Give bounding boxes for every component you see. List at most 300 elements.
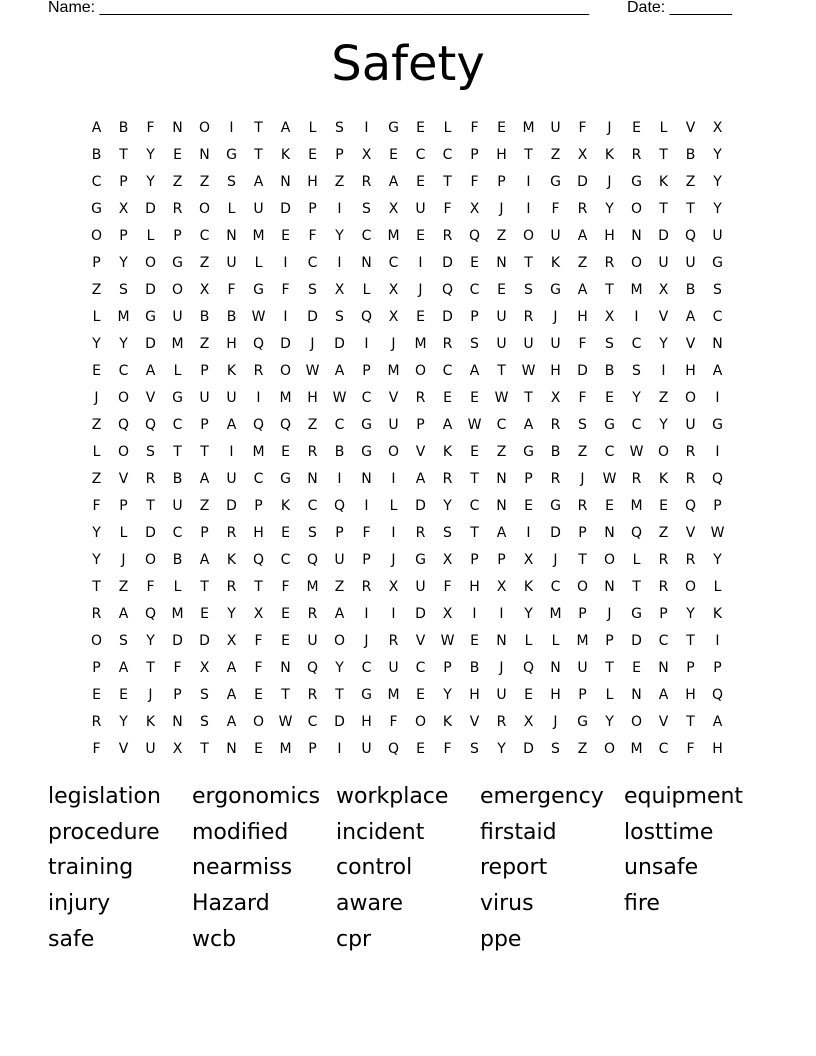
grid-letter[interactable]: A: [226, 713, 237, 730]
grid-letter[interactable]: C: [307, 254, 318, 271]
grid-letter[interactable]: R: [550, 416, 561, 433]
grid-letter[interactable]: I: [715, 389, 720, 406]
grid-letter[interactable]: R: [226, 578, 237, 595]
grid-letter[interactable]: R: [685, 443, 696, 460]
grid-letter[interactable]: Z: [496, 227, 507, 244]
grid-letter[interactable]: A: [118, 605, 129, 622]
grid-letter[interactable]: V: [415, 443, 426, 460]
grid-letter[interactable]: L: [173, 578, 182, 595]
grid-letter[interactable]: F: [254, 659, 263, 676]
grid-letter[interactable]: W: [467, 416, 482, 433]
grid-letter[interactable]: P: [119, 497, 128, 514]
grid-letter[interactable]: D: [307, 308, 318, 325]
grid-letter[interactable]: D: [172, 632, 183, 649]
grid-letter[interactable]: C: [415, 146, 426, 163]
grid-letter[interactable]: G: [253, 281, 264, 298]
grid-letter[interactable]: R: [145, 470, 156, 487]
grid-letter[interactable]: W: [332, 389, 347, 406]
grid-letter[interactable]: P: [524, 470, 533, 487]
grid-letter[interactable]: R: [604, 254, 615, 271]
grid-letter[interactable]: M: [630, 497, 643, 514]
grid-letter[interactable]: P: [713, 497, 722, 514]
grid-letter[interactable]: N: [172, 713, 183, 730]
grid-letter[interactable]: X: [658, 281, 669, 298]
grid-letter[interactable]: V: [118, 740, 129, 757]
grid-letter[interactable]: E: [470, 632, 479, 649]
grid-letter[interactable]: U: [226, 389, 237, 406]
grid-letter[interactable]: R: [307, 443, 318, 460]
grid-letter[interactable]: Q: [252, 335, 265, 352]
grid-letter[interactable]: D: [145, 524, 156, 541]
grid-letter[interactable]: U: [658, 254, 669, 271]
grid-letter[interactable]: I: [364, 335, 369, 352]
grid-letter[interactable]: R: [388, 632, 399, 649]
grid-letter[interactable]: O: [684, 389, 697, 406]
grid-letter[interactable]: T: [173, 443, 182, 460]
grid-letter[interactable]: Z: [307, 416, 318, 433]
grid-letter[interactable]: Y: [443, 686, 452, 703]
grid-letter[interactable]: I: [364, 119, 369, 136]
grid-letter[interactable]: C: [415, 659, 426, 676]
grid-letter[interactable]: K: [280, 146, 291, 163]
grid-letter[interactable]: G: [631, 605, 642, 622]
grid-letter[interactable]: P: [92, 254, 101, 271]
grid-letter[interactable]: H: [469, 686, 480, 703]
grid-letter[interactable]: X: [388, 578, 399, 595]
grid-letter[interactable]: R: [415, 524, 426, 541]
grid-letter[interactable]: N: [226, 227, 237, 244]
grid-letter[interactable]: M: [171, 605, 184, 622]
grid-letter[interactable]: E: [416, 308, 425, 325]
grid-letter[interactable]: M: [387, 227, 400, 244]
grid-letter[interactable]: V: [145, 389, 156, 406]
grid-letter[interactable]: Y: [605, 200, 614, 217]
grid-letter[interactable]: J: [310, 335, 315, 352]
grid-letter[interactable]: L: [632, 551, 641, 568]
grid-letter[interactable]: E: [254, 686, 263, 703]
grid-letter[interactable]: R: [442, 227, 453, 244]
grid-letter[interactable]: Q: [711, 686, 724, 703]
grid-letter[interactable]: C: [469, 281, 480, 298]
grid-letter[interactable]: E: [524, 497, 533, 514]
grid-letter[interactable]: M: [387, 362, 400, 379]
grid-letter[interactable]: R: [685, 470, 696, 487]
grid-letter[interactable]: U: [172, 308, 183, 325]
grid-letter[interactable]: Z: [577, 443, 588, 460]
grid-letter[interactable]: L: [605, 686, 614, 703]
grid-letter[interactable]: J: [580, 470, 585, 487]
grid-letter[interactable]: K: [280, 497, 291, 514]
grid-letter[interactable]: R: [442, 335, 453, 352]
grid-letter[interactable]: T: [686, 200, 695, 217]
grid-letter[interactable]: Z: [199, 335, 210, 352]
grid-letter[interactable]: N: [631, 227, 642, 244]
grid-letter[interactable]: R: [577, 200, 588, 217]
grid-letter[interactable]: B: [685, 146, 696, 163]
grid-letter[interactable]: S: [524, 281, 533, 298]
grid-letter[interactable]: A: [577, 281, 588, 298]
grid-letter[interactable]: U: [577, 659, 588, 676]
grid-letter[interactable]: A: [334, 605, 345, 622]
grid-letter[interactable]: I: [364, 605, 369, 622]
grid-letter[interactable]: C: [631, 416, 642, 433]
grid-letter[interactable]: S: [632, 362, 641, 379]
grid-letter[interactable]: Y: [497, 740, 506, 757]
grid-letter[interactable]: A: [469, 362, 480, 379]
grid-letter[interactable]: F: [443, 740, 452, 757]
grid-letter[interactable]: U: [226, 470, 237, 487]
grid-letter[interactable]: O: [90, 632, 103, 649]
grid-letter[interactable]: T: [686, 713, 695, 730]
grid-letter[interactable]: X: [226, 632, 237, 649]
grid-letter[interactable]: B: [334, 443, 345, 460]
grid-letter[interactable]: U: [172, 497, 183, 514]
grid-letter[interactable]: R: [442, 470, 453, 487]
grid-letter[interactable]: L: [119, 524, 128, 541]
grid-letter[interactable]: X: [199, 281, 210, 298]
grid-letter[interactable]: A: [118, 659, 129, 676]
grid-letter[interactable]: P: [92, 659, 101, 676]
grid-letter[interactable]: S: [605, 335, 614, 352]
grid-letter[interactable]: B: [118, 119, 129, 136]
grid-letter[interactable]: D: [577, 362, 588, 379]
grid-letter[interactable]: H: [307, 173, 318, 190]
grid-letter[interactable]: R: [307, 686, 318, 703]
grid-letter[interactable]: E: [632, 659, 641, 676]
grid-letter[interactable]: R: [307, 605, 318, 622]
grid-letter[interactable]: I: [526, 200, 531, 217]
grid-letter[interactable]: A: [577, 227, 588, 244]
grid-letter[interactable]: Q: [360, 308, 373, 325]
grid-letter[interactable]: G: [550, 281, 561, 298]
grid-letter[interactable]: G: [361, 416, 372, 433]
grid-letter[interactable]: C: [388, 254, 399, 271]
grid-letter[interactable]: S: [578, 416, 587, 433]
grid-letter[interactable]: D: [226, 497, 237, 514]
grid-letter[interactable]: K: [604, 146, 615, 163]
grid-letter[interactable]: N: [496, 632, 507, 649]
grid-letter[interactable]: K: [658, 173, 669, 190]
grid-letter[interactable]: P: [200, 524, 209, 541]
grid-letter[interactable]: X: [172, 740, 183, 757]
grid-letter[interactable]: O: [684, 578, 697, 595]
grid-letter[interactable]: W: [494, 389, 509, 406]
grid-letter[interactable]: V: [658, 308, 669, 325]
grid-letter[interactable]: P: [119, 227, 128, 244]
grid-letter[interactable]: Z: [334, 173, 345, 190]
grid-letter[interactable]: M: [630, 281, 643, 298]
grid-letter[interactable]: N: [172, 119, 183, 136]
grid-letter[interactable]: T: [524, 146, 533, 163]
grid-letter[interactable]: G: [388, 119, 399, 136]
grid-letter[interactable]: C: [469, 497, 480, 514]
grid-letter[interactable]: J: [553, 551, 558, 568]
grid-letter[interactable]: P: [659, 605, 668, 622]
grid-letter[interactable]: I: [391, 470, 396, 487]
grid-letter[interactable]: P: [308, 740, 317, 757]
grid-letter[interactable]: Q: [306, 659, 319, 676]
grid-letter[interactable]: S: [200, 713, 209, 730]
grid-letter[interactable]: E: [416, 740, 425, 757]
grid-letter[interactable]: N: [604, 524, 615, 541]
grid-letter[interactable]: U: [226, 254, 237, 271]
grid-letter[interactable]: C: [334, 416, 345, 433]
grid-letter[interactable]: J: [553, 713, 558, 730]
grid-letter[interactable]: M: [279, 740, 292, 757]
grid-letter[interactable]: E: [524, 686, 533, 703]
grid-letter[interactable]: K: [226, 551, 237, 568]
grid-letter[interactable]: N: [280, 659, 291, 676]
grid-letter[interactable]: D: [415, 605, 426, 622]
grid-letter[interactable]: F: [308, 227, 317, 244]
grid-letter[interactable]: S: [146, 443, 155, 460]
grid-letter[interactable]: M: [414, 335, 427, 352]
grid-letter[interactable]: X: [334, 281, 345, 298]
grid-letter[interactable]: C: [307, 713, 318, 730]
grid-letter[interactable]: P: [578, 605, 587, 622]
grid-letter[interactable]: Z: [685, 173, 696, 190]
grid-letter[interactable]: A: [415, 470, 426, 487]
grid-letter[interactable]: F: [470, 119, 479, 136]
grid-letter[interactable]: N: [361, 254, 372, 271]
grid-letter[interactable]: C: [253, 470, 264, 487]
grid-letter[interactable]: Y: [119, 254, 128, 271]
grid-letter[interactable]: P: [119, 173, 128, 190]
grid-letter[interactable]: X: [523, 713, 534, 730]
grid-letter[interactable]: Q: [279, 416, 292, 433]
grid-letter[interactable]: J: [94, 389, 99, 406]
grid-letter[interactable]: U: [496, 335, 507, 352]
grid-letter[interactable]: P: [335, 524, 344, 541]
grid-letter[interactable]: F: [578, 389, 587, 406]
grid-letter[interactable]: K: [550, 254, 561, 271]
grid-letter[interactable]: T: [281, 686, 290, 703]
grid-letter[interactable]: Z: [172, 173, 183, 190]
grid-letter[interactable]: T: [335, 686, 344, 703]
grid-letter[interactable]: L: [551, 632, 560, 649]
grid-letter[interactable]: F: [92, 497, 101, 514]
grid-letter[interactable]: B: [172, 551, 183, 568]
grid-letter[interactable]: X: [118, 200, 129, 217]
grid-letter[interactable]: G: [415, 551, 426, 568]
grid-letter[interactable]: P: [497, 551, 506, 568]
grid-letter[interactable]: O: [198, 200, 211, 217]
grid-letter[interactable]: A: [658, 686, 669, 703]
grid-letter[interactable]: N: [361, 470, 372, 487]
grid-letter[interactable]: O: [630, 200, 643, 217]
grid-letter[interactable]: U: [415, 578, 426, 595]
grid-letter[interactable]: Z: [550, 146, 561, 163]
grid-letter[interactable]: P: [362, 551, 371, 568]
grid-letter[interactable]: P: [497, 173, 506, 190]
grid-letter[interactable]: M: [252, 443, 265, 460]
grid-letter[interactable]: F: [254, 632, 263, 649]
grid-letter[interactable]: P: [443, 659, 452, 676]
grid-letter[interactable]: V: [118, 470, 129, 487]
grid-letter[interactable]: P: [578, 524, 587, 541]
grid-letter[interactable]: E: [389, 146, 398, 163]
grid-letter[interactable]: D: [280, 335, 291, 352]
grid-letter[interactable]: S: [308, 524, 317, 541]
grid-letter[interactable]: E: [605, 389, 614, 406]
grid-letter[interactable]: X: [361, 146, 372, 163]
grid-letter[interactable]: I: [499, 605, 504, 622]
grid-letter[interactable]: O: [144, 254, 157, 271]
grid-letter[interactable]: Y: [713, 146, 722, 163]
grid-letter[interactable]: M: [171, 335, 184, 352]
grid-letter[interactable]: V: [415, 632, 426, 649]
grid-letter[interactable]: H: [712, 740, 723, 757]
grid-letter[interactable]: E: [416, 173, 425, 190]
grid-letter[interactable]: C: [172, 416, 183, 433]
grid-letter[interactable]: I: [715, 443, 720, 460]
grid-letter[interactable]: M: [117, 308, 130, 325]
grid-letter[interactable]: H: [577, 308, 588, 325]
grid-letter[interactable]: O: [333, 632, 346, 649]
grid-letter[interactable]: Z: [334, 578, 345, 595]
grid-letter[interactable]: E: [470, 254, 479, 271]
grid-letter[interactable]: P: [416, 416, 425, 433]
grid-letter[interactable]: E: [470, 389, 479, 406]
grid-letter[interactable]: P: [470, 551, 479, 568]
grid-letter[interactable]: Y: [227, 605, 236, 622]
grid-letter[interactable]: Y: [119, 713, 128, 730]
grid-letter[interactable]: Z: [118, 578, 129, 595]
grid-letter[interactable]: R: [631, 470, 642, 487]
grid-letter[interactable]: X: [550, 389, 561, 406]
grid-letter[interactable]: H: [226, 335, 237, 352]
grid-letter[interactable]: B: [550, 443, 561, 460]
grid-letter[interactable]: Q: [630, 524, 643, 541]
grid-letter[interactable]: W: [710, 524, 725, 541]
grid-letter[interactable]: Z: [658, 524, 669, 541]
grid-letter[interactable]: Z: [199, 254, 210, 271]
grid-letter[interactable]: L: [443, 119, 452, 136]
grid-letter[interactable]: L: [713, 578, 722, 595]
grid-letter[interactable]: N: [496, 497, 507, 514]
grid-letter[interactable]: U: [388, 416, 399, 433]
grid-letter[interactable]: J: [499, 659, 504, 676]
grid-letter[interactable]: C: [631, 335, 642, 352]
grid-letter[interactable]: L: [254, 254, 263, 271]
grid-letter[interactable]: F: [281, 578, 290, 595]
grid-letter[interactable]: W: [629, 443, 644, 460]
grid-letter[interactable]: E: [416, 119, 425, 136]
grid-letter[interactable]: X: [199, 659, 210, 676]
grid-letter[interactable]: D: [631, 632, 642, 649]
grid-letter[interactable]: Y: [146, 173, 155, 190]
grid-letter[interactable]: C: [658, 632, 669, 649]
grid-letter[interactable]: P: [200, 416, 209, 433]
grid-letter[interactable]: Y: [713, 551, 722, 568]
grid-letter[interactable]: Y: [524, 605, 533, 622]
grid-letter[interactable]: A: [280, 119, 291, 136]
grid-letter[interactable]: D: [415, 497, 426, 514]
grid-letter[interactable]: D: [145, 335, 156, 352]
grid-letter[interactable]: C: [442, 146, 453, 163]
grid-letter[interactable]: P: [578, 686, 587, 703]
grid-letter[interactable]: T: [200, 578, 209, 595]
grid-letter[interactable]: M: [279, 389, 292, 406]
grid-letter[interactable]: T: [686, 632, 695, 649]
grid-letter[interactable]: U: [253, 200, 264, 217]
grid-letter[interactable]: L: [659, 119, 668, 136]
grid-letter[interactable]: K: [226, 362, 237, 379]
grid-letter[interactable]: E: [281, 524, 290, 541]
grid-letter[interactable]: N: [604, 578, 615, 595]
grid-letter[interactable]: R: [577, 497, 588, 514]
grid-letter[interactable]: I: [472, 605, 477, 622]
grid-letter[interactable]: F: [443, 578, 452, 595]
grid-letter[interactable]: T: [605, 281, 614, 298]
grid-letter[interactable]: I: [391, 524, 396, 541]
grid-letter[interactable]: Q: [711, 470, 724, 487]
grid-letter[interactable]: E: [308, 146, 317, 163]
grid-letter[interactable]: U: [307, 632, 318, 649]
grid-letter[interactable]: D: [145, 281, 156, 298]
grid-letter[interactable]: J: [391, 335, 396, 352]
grid-letter[interactable]: Y: [686, 605, 695, 622]
grid-letter[interactable]: P: [200, 362, 209, 379]
grid-letter[interactable]: O: [117, 443, 130, 460]
grid-letter[interactable]: H: [496, 146, 507, 163]
grid-letter[interactable]: V: [685, 335, 696, 352]
grid-letter[interactable]: L: [524, 632, 533, 649]
grid-letter[interactable]: A: [712, 362, 723, 379]
grid-letter[interactable]: P: [335, 146, 344, 163]
grid-letter[interactable]: U: [415, 200, 426, 217]
grid-letter[interactable]: R: [523, 308, 534, 325]
grid-letter[interactable]: Y: [92, 551, 101, 568]
grid-letter[interactable]: E: [470, 443, 479, 460]
grid-letter[interactable]: V: [658, 713, 669, 730]
grid-letter[interactable]: T: [524, 389, 533, 406]
grid-letter[interactable]: J: [553, 308, 558, 325]
grid-letter[interactable]: B: [199, 308, 210, 325]
grid-letter[interactable]: V: [685, 119, 696, 136]
grid-letter[interactable]: S: [335, 119, 344, 136]
grid-letter[interactable]: O: [90, 227, 103, 244]
grid-letter[interactable]: N: [199, 146, 210, 163]
grid-letter[interactable]: M: [252, 227, 265, 244]
grid-letter[interactable]: K: [523, 578, 534, 595]
grid-letter[interactable]: O: [657, 443, 670, 460]
grid-letter[interactable]: X: [577, 146, 588, 163]
grid-letter[interactable]: X: [388, 308, 399, 325]
grid-letter[interactable]: X: [442, 551, 453, 568]
grid-letter[interactable]: U: [145, 740, 156, 757]
grid-letter[interactable]: I: [526, 173, 531, 190]
grid-letter[interactable]: C: [280, 551, 291, 568]
grid-letter[interactable]: F: [281, 281, 290, 298]
grid-letter[interactable]: U: [523, 335, 534, 352]
grid-letter[interactable]: A: [685, 308, 696, 325]
grid-letter[interactable]: I: [229, 119, 234, 136]
grid-letter[interactable]: U: [496, 686, 507, 703]
grid-letter[interactable]: J: [364, 632, 369, 649]
grid-letter[interactable]: R: [496, 713, 507, 730]
grid-letter[interactable]: Y: [92, 335, 101, 352]
grid-letter[interactable]: A: [226, 659, 237, 676]
grid-letter[interactable]: H: [550, 686, 561, 703]
grid-letter[interactable]: C: [307, 497, 318, 514]
grid-letter[interactable]: S: [227, 173, 236, 190]
grid-letter[interactable]: N: [226, 740, 237, 757]
grid-letter[interactable]: F: [686, 740, 695, 757]
grid-letter[interactable]: G: [91, 200, 102, 217]
grid-letter[interactable]: Z: [199, 497, 210, 514]
grid-letter[interactable]: H: [685, 686, 696, 703]
